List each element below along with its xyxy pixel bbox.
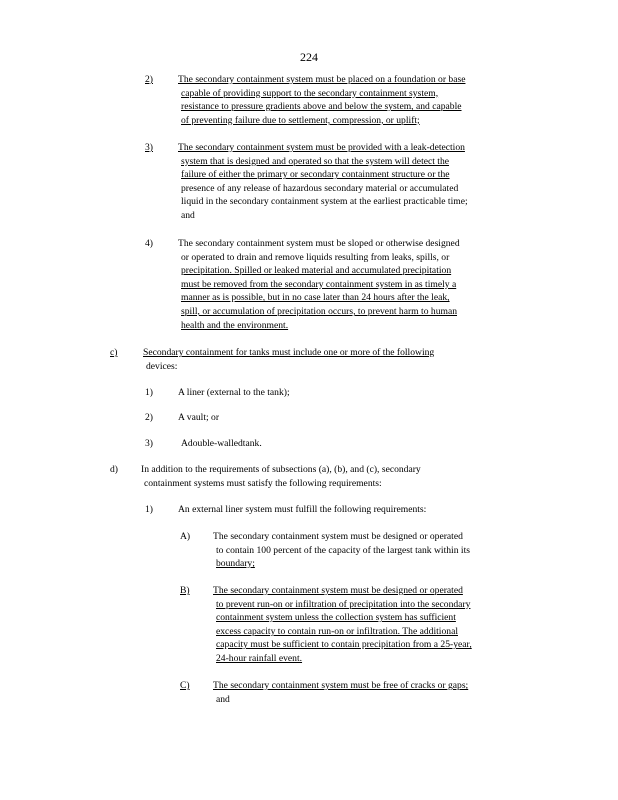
item-marker: 2) xyxy=(145,412,153,423)
text-line: must be removed from the secondary containment system in as timely a xyxy=(181,278,457,290)
item-marker: 3) xyxy=(145,438,153,449)
item-marker: 1) xyxy=(145,387,153,398)
text-line: to contain 100 percent of the capacity of the largest tank within its xyxy=(216,544,470,556)
text-line: boundary; xyxy=(216,558,255,570)
text-line: to prevent run-on or infiltration of precipitation into the secondary xyxy=(216,598,471,610)
text-line: A vault; or xyxy=(178,412,220,423)
text-line: precipitation. Spilled or leaked material and accumulated precipitation xyxy=(181,265,452,277)
text-line: A liner (external to the tank); xyxy=(178,387,290,398)
text-line: devices: xyxy=(146,360,178,372)
text-line: health and the environment. xyxy=(181,319,289,331)
text-line: capable of providing support to the secondary containment system, xyxy=(181,87,439,99)
text-line: The secondary containment system must be designed or operated xyxy=(213,585,463,596)
item-marker: 2) xyxy=(145,74,153,85)
item-marker: C) xyxy=(180,680,190,691)
item-marker: A) xyxy=(180,531,191,542)
item-marker: d) xyxy=(110,464,118,475)
text-line: resistance to pressure gradients above and below the system, and capable xyxy=(181,101,462,113)
text-line: containment system unless the collection system has sufficient xyxy=(216,612,456,624)
text-line: An external liner system must fulfill the following requirements: xyxy=(178,504,427,515)
item-marker: c) xyxy=(110,347,118,358)
text-line: failure of either the primary or secondary containment structure or the xyxy=(181,169,450,181)
text-line: or operated to drain and remove liquids resulting from leaks, spills, or xyxy=(181,251,450,263)
text-line: of preventing failure due to settlement, compression, or uplift; xyxy=(181,114,420,126)
text-line: In addition to the requirements of subsections (a), (b), and (c), secondary xyxy=(141,464,421,475)
text-line: and xyxy=(216,693,230,705)
item-marker: 4) xyxy=(145,238,153,249)
text-line: Adouble-walledtank. xyxy=(181,438,262,449)
text-line: The secondary containment system must be provided with a leak-detection xyxy=(178,142,465,153)
text-line: manner as is possible, but in no case later than 24 hours after the leak, xyxy=(181,292,450,304)
item-marker: 1) xyxy=(145,504,153,515)
text-line: excess capacity to contain run-on or infiltration. The additional xyxy=(216,625,458,637)
text-line: presence of any release of hazardous secondary material or accumulated xyxy=(181,182,459,194)
text-line: The secondary containment system must be designed or operated xyxy=(213,531,463,542)
text-line: capacity must be sufficient to contain precipitation from a 25-year, xyxy=(216,639,472,651)
text-line: 24-hour rainfall event. xyxy=(216,652,303,664)
text-line: Secondary containment for tanks must include one or more of the following xyxy=(143,347,435,358)
text-line: The secondary containment system must be placed on a foundation or base xyxy=(178,74,466,85)
text-line: liquid in the secondary containment system at the earliest practicable time; xyxy=(181,196,468,208)
item-marker: 3) xyxy=(145,142,153,153)
item-marker: B) xyxy=(180,585,190,596)
text-line: containment systems must satisfy the following requirements: xyxy=(144,477,382,489)
text-line: The secondary containment system must be sloped or otherwise designed xyxy=(178,238,460,249)
text-line: The secondary containment system must be free of cracks or gaps; xyxy=(213,680,469,691)
page-number: 224 xyxy=(300,50,318,64)
text-line: and xyxy=(181,209,195,221)
text-line: system that is designed and operated so that the system will detect the xyxy=(181,155,450,167)
text-line: spill, or accumulation of precipitation occurs, to prevent harm to human xyxy=(181,305,458,317)
